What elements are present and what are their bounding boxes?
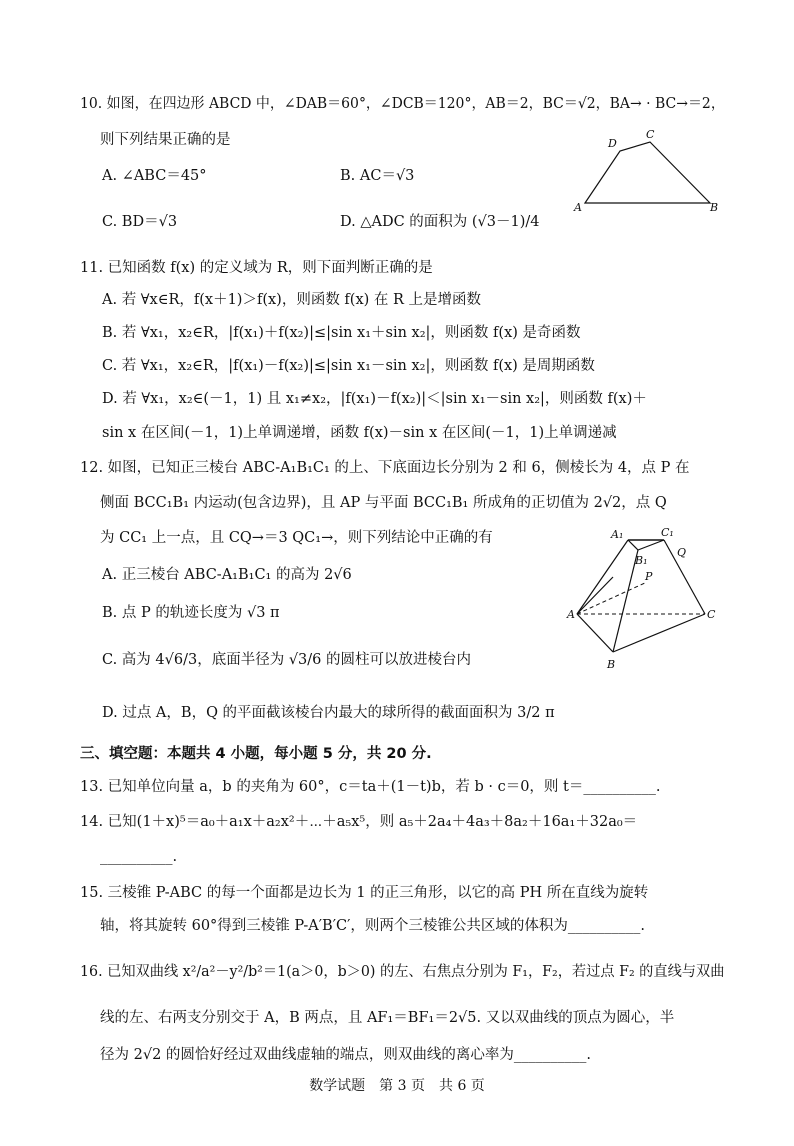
q11-option-d-line1: D. 若 ∀x₁，x₂∈(－1，1) 且 x₁≠x₂，|f(x₁)－f(x₂)|＜|sin x₁－sin x₂|，则函数 f(x)＋ [102, 391, 647, 407]
q12-frustum-figure [565, 522, 730, 672]
q12-option-c: C. 高为 4√6/3，底面半径为 √3/6 的圆柱可以放进棱台内 [102, 652, 471, 668]
q11-stem: 11. 已知函数 f(x) 的定义域为 R，则下面判断正确的是 [80, 260, 433, 276]
label-b: B [607, 658, 616, 671]
label-a: A [574, 201, 582, 214]
q15-line2: 轴，将其旋转 60°得到三棱锥 P-A′B′C′，则两个三棱锥公共区域的体积为__________. [100, 918, 645, 934]
quadrilateral-abcd [585, 142, 710, 203]
edge-b1c1 [638, 540, 664, 550]
label-b: B [710, 201, 719, 214]
edge-bc [613, 614, 705, 652]
q10-option-b: B. AC＝√3 [340, 168, 415, 184]
q14-line2: __________. [100, 849, 178, 865]
q13: 13. 已知单位向量 a，b 的夹角为 60°，c＝ta＋(1－t)b，若 b · c＝0，则 t＝__________. [80, 779, 661, 795]
q16-line1: 16. 已知双曲线 x²/a²－y²/b²＝1(a＞0，b＞0) 的左、右焦点分别为 F₁，F₂，若过点 F₂ 的直线与双曲 [80, 964, 725, 980]
q16-line3: 径为 2√2 的圆恰好经过双曲线虚轴的端点，则双曲线的离心率为__________. [100, 1047, 592, 1063]
label-c: C [646, 128, 655, 141]
q12-option-b: B. 点 P 的轨迹长度为 √3 π [102, 605, 280, 621]
q11-option-d-line2: sin x 在区间(－1，1)上单调递增，函数 f(x)－sin x 在区间(－1，1)上单调递减 [102, 425, 617, 441]
section-3-title: 三、填空题：本题共 4 小题，每小题 5 分，共 20 分. [80, 746, 432, 762]
label-q: Q [677, 546, 687, 559]
page-footer: 数学试题 第 3 页 共 6 页 [309, 1078, 485, 1094]
edge-ab [577, 614, 613, 652]
q10-quadrilateral-figure [570, 125, 730, 215]
edge-aa1 [577, 577, 613, 614]
q10-stem-line1: 10. 如图，在四边形 ABCD 中，∠DAB＝60°，∠DCB＝120°，AB＝2，BC＝√2，BA→ · BC→＝2， [80, 96, 725, 112]
q12-stem-line1: 12. 如图，已知正三棱台 ABC-A₁B₁C₁ 的上、下底面边长分别为 2 和 6，侧棱长为 4，点 P 在 [80, 460, 690, 476]
label-c1: C₁ [661, 526, 674, 539]
q10-option-d: D. △ADC 的面积为 (√3－1)/4 [340, 214, 540, 230]
q12-stem-line2: 侧面 BCC₁B₁ 内运动(包含边界)，且 AP 与平面 BCC₁B₁ 所成角的正切值为 2√2，点 Q [100, 495, 667, 511]
q11-option-b: B. 若 ∀x₁，x₂∈R，|f(x₁)＋f(x₂)|≤|sin x₁＋sin x₂|，则函数 f(x) 是奇函数 [102, 325, 581, 341]
q12-option-d: D. 过点 A，B，Q 的平面截该棱台内最大的球所得的截面面积为 3/2 π [102, 705, 555, 721]
label-a: A [567, 608, 575, 621]
q10-option-c: C. BD＝√3 [102, 214, 178, 230]
q11-option-a: A. 若 ∀x∈R，f(x＋1)＞f(x)，则函数 f(x) 在 R 上是增函数 [102, 292, 482, 308]
q10-option-a: A. ∠ABC＝45° [102, 168, 207, 184]
q15-line1: 15. 三棱锥 P-ABC 的每一个面都是边长为 1 的正三角形，以它的高 PH 所在直线为旋转 [80, 885, 649, 901]
label-a1: A₁ [611, 528, 624, 541]
label-d: D [608, 137, 617, 150]
q14-line1: 14. 已知(1＋x)⁵＝a₀＋a₁x＋a₂x²＋⋯＋a₅x⁵，则 a₅＋2a₄＋4a₃＋8a₂＋16a₁＋32a₀＝ [80, 814, 638, 830]
q12-option-a: A. 正三棱台 ABC-A₁B₁C₁ 的高为 2√6 [102, 567, 352, 583]
label-p: P [645, 570, 653, 583]
q16-line2: 线的左、右两支分别交于 A，B 两点，且 AF₁＝BF₁＝2√5. 又以双曲线的顶点为圆心，半 [100, 1010, 675, 1026]
label-b1: B₁ [635, 554, 648, 567]
edge-a1b1 [628, 540, 638, 550]
q10-stem-line2: 则下列结果正确的是 [100, 132, 231, 148]
label-c: C [707, 608, 716, 621]
q11-option-c: C. 若 ∀x₁，x₂∈R，|f(x₁)－f(x₂)|≤|sin x₁－sin x₂|，则函数 f(x) 是周期函数 [102, 358, 595, 374]
q12-stem-line3: 为 CC₁ 上一点，且 CQ→＝3 QC₁→，则下列结论中正确的有 [100, 530, 493, 546]
edge-a1a [577, 540, 628, 614]
